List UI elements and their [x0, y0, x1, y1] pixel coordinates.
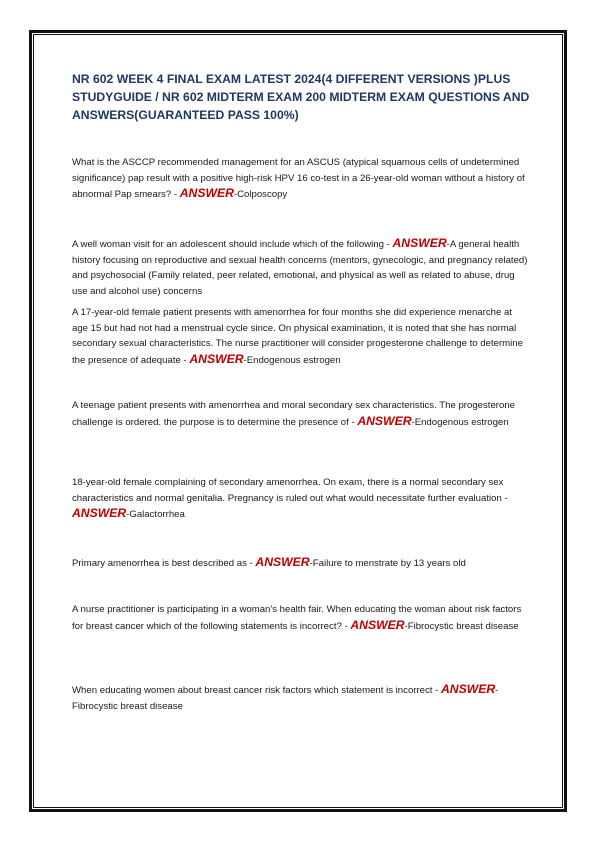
- question-text: A teenage patient presents with amenorrhea and moral secondary sex characteristics. The progesterone challenge is ordered. the purpose is to determine the presence of -: [72, 400, 515, 428]
- answer-text: -A general health history focusing on reproductive and sexual health concerns (mentors, gynecologic, and pregnancy related) and psychosocial (Family related, peer related, emotional, and physical as well as related to abuse, drug use and alcohol use) concerns: [72, 239, 528, 298]
- question-text: When educating women about breast cancer risk factors which statement is incorrect -: [72, 685, 441, 696]
- question-text: 18-year-old female complaining of secondary amenorrhea. On exam, there is a normal secondary sex characteristics and normal genitalia. Pregnancy is ruled out what would necessitate further evaluation -: [72, 477, 508, 504]
- answer-label: ANSWER: [350, 617, 405, 632]
- question-text: A nurse practitioner is participating in a woman's health fair. When educating the woman about risk factors for breast cancer which of the following statements is incorrect? -: [72, 604, 522, 632]
- answer-text: -Endogenous estrogen: [411, 416, 509, 428]
- question-text: What is the ASCCP recommended management for an ASCUS (atypical squamous cells of undetermined significance) pap result with a positive high-risk HPV 16 co-test in a 26-year-old woman without a history of abnormal Pap smears? -: [72, 157, 525, 201]
- answer-text: -Fibrocystic breast disease: [72, 685, 499, 712]
- answer-label: ANSWER: [392, 236, 447, 250]
- qa-item: [72, 555, 528, 572]
- answer-label: ANSWER: [441, 682, 496, 696]
- answer-label: ANSWER: [255, 555, 310, 569]
- answer-label: ANSWER: [179, 186, 234, 201]
- qa-item: [72, 682, 528, 714]
- answer-text: -Failure to menstrate by 13 years old: [309, 558, 466, 569]
- qa-item: [72, 305, 528, 369]
- qa-item: [72, 155, 528, 203]
- answer-label: ANSWER: [189, 352, 244, 367]
- answer-label: ANSWER: [72, 506, 127, 521]
- question-text: A 17-year-old female patient presents with amenorrhea for four months she did experience menarche at age 15 but had not had a menstrual cycle since. On physical examination, it is noted that she has normal secondary sexual characteristics. The nurse practitioner will consider progesterone challenge to determine the presence of adequate -: [72, 307, 523, 367]
- answer-text: -Fibrocystic breast disease: [404, 620, 519, 632]
- answer-text: -Galactorrhea: [126, 509, 185, 521]
- answer-text: -Colposcopy: [233, 189, 288, 201]
- qa-item: [72, 236, 528, 300]
- question-text: Primary amenorrhea is best described as -: [72, 558, 256, 569]
- answer-text: -Endogenous estrogen: [243, 355, 341, 367]
- qa-item: [72, 398, 528, 430]
- qa-item: [72, 602, 528, 634]
- qa-item: [72, 475, 528, 523]
- document-title: NR 602 WEEK 4 FINAL EXAM LATEST 2024(4 DIFFERENT VERSIONS )PLUS STUDYGUIDE / NR 602 MIDTERM EXAM 200 MIDTERM EXAM QUESTIONS AND ANSWERS(GUARANTEED PASS 100%): [72, 72, 530, 122]
- question-text: A well woman visit for an adolescent should include which of the following -: [72, 239, 393, 250]
- answer-label: ANSWER: [357, 413, 412, 428]
